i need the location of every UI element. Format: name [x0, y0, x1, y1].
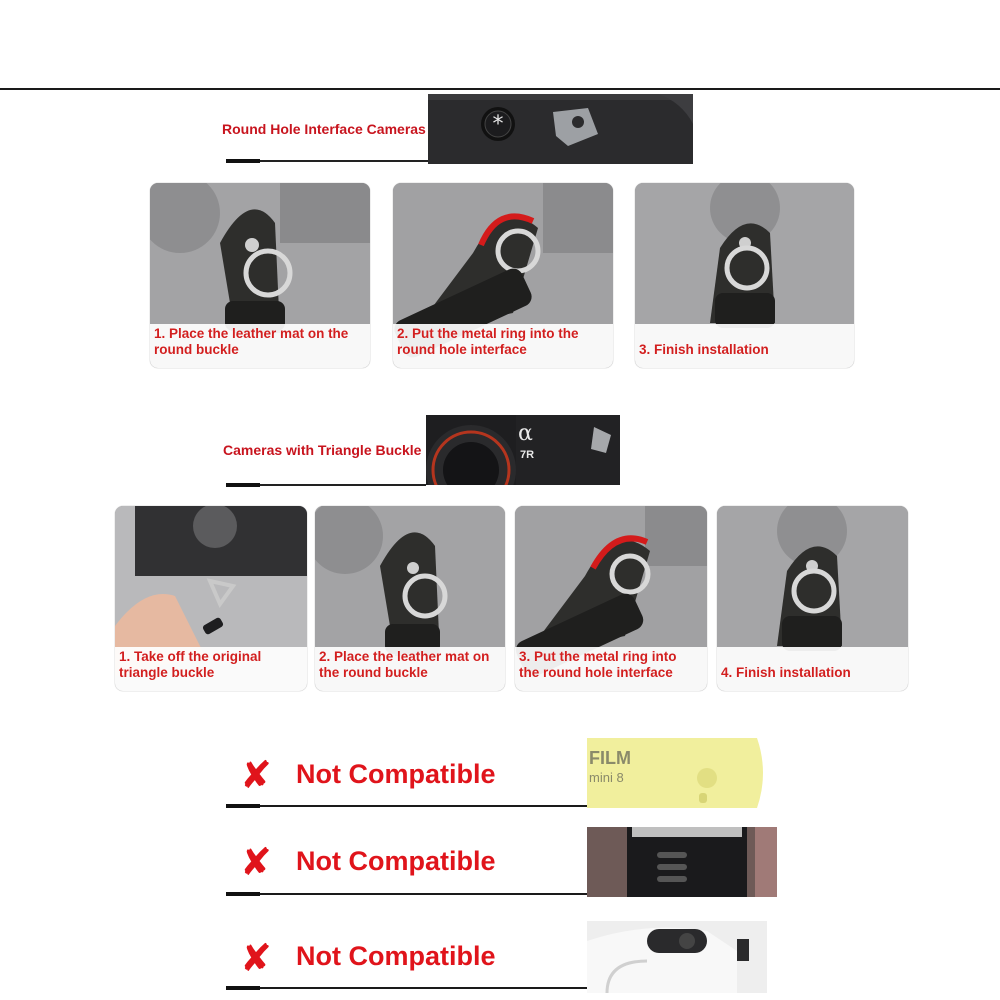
round-hole-step-1: [150, 183, 370, 368]
step-caption: 4. Finish installation: [721, 665, 851, 680]
step-caption: 1. Place the leather mat on the round buckle: [154, 326, 349, 357]
triangle-step-2: [315, 506, 505, 691]
not-compatible-label: Not Compatible: [296, 941, 496, 971]
not-compatible-label: Not Compatible: [296, 759, 496, 789]
not-compatible-x-icon: ✘: [240, 842, 272, 884]
thumbnail-model-text: mini 8: [589, 770, 624, 785]
triangle-step-4: [717, 506, 908, 691]
white-camera-thumbnail: [587, 921, 767, 993]
triangle-camera-image: [426, 415, 620, 485]
top-divider: [0, 88, 1000, 90]
step-caption: 2. Put the metal ring into the round hole interface: [397, 326, 579, 357]
thumbnail-brand-text: FILM: [589, 748, 631, 768]
instax-mini-thumbnail: [587, 738, 767, 808]
round-hole-step-2: [393, 183, 613, 368]
camera-model-7r: 7R: [520, 449, 535, 461]
step-caption: 2. Place the leather mat on the round buckle: [319, 649, 490, 680]
svg-text:*: *: [492, 112, 504, 137]
not-compatible-label: Not Compatible: [296, 846, 496, 876]
triangle-section-label: Cameras with Triangle Buckle: [223, 442, 422, 458]
round-hole-camera-image: [428, 94, 693, 164]
round-hole-section-label: Round Hole Interface Cameras: [222, 121, 426, 137]
step-caption: 3. Finish installation: [639, 342, 769, 357]
step-caption: 3. Put the metal ring into the round hole interface: [519, 649, 677, 680]
camera-model-alpha: α: [518, 421, 533, 446]
not-compatible-underline: [226, 893, 588, 895]
round-hole-underline: [226, 160, 430, 162]
triangle-step-1: [115, 506, 307, 691]
triangle-underline: [226, 484, 426, 486]
step-caption: 1. Take off the original triangle buckle: [119, 649, 262, 680]
triangle-step-3: [515, 506, 707, 691]
not-compatible-underline: [226, 805, 588, 807]
not-compatible-underline: [226, 987, 588, 989]
not-compatible-x-icon: ✘: [240, 755, 272, 797]
not-compatible-x-icon: ✘: [240, 938, 272, 980]
camera-strap-lug-thumbnail: [587, 827, 777, 897]
round-hole-step-3: [635, 183, 854, 368]
